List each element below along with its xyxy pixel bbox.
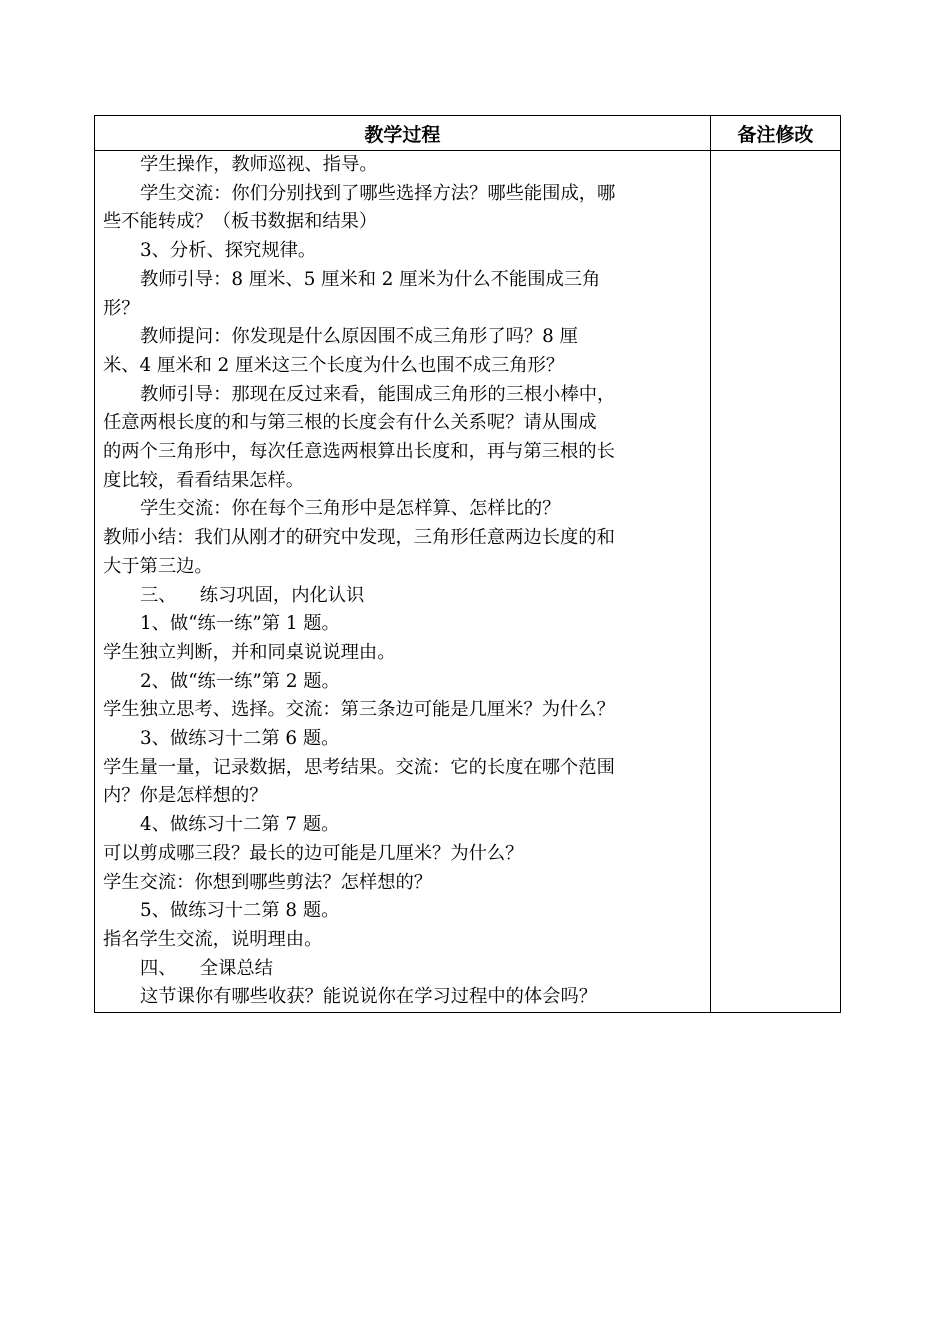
content-line: 学生交流：你们分别找到了哪些选择方法？哪些能围成，哪 — [140, 182, 616, 204]
content-line: 教师引导：8 厘米、5 厘米和 2 厘米为什么不能围成三角 — [140, 268, 601, 290]
header-notes: 备注修改 — [710, 116, 840, 151]
content-line: 教师提问：你发现是什么原因围不成三角形了吗？8 厘 — [140, 326, 578, 348]
content-line: 内？你是怎样想的？ — [103, 785, 268, 807]
content-line: 四、 全课总结 — [140, 957, 273, 979]
content-line: 3、做练习十二第 6 题。 — [140, 728, 340, 750]
content-line: 的两个三角形中，每次任意选两根算出长度和，再与第三根的长 — [103, 441, 615, 463]
content-line: 学生独立思考、选择。交流：第三条边可能是几厘米？为什么？ — [103, 699, 615, 721]
content-line: 学生交流：你想到哪些剪法？怎样想的？ — [103, 871, 433, 893]
content-line: 学生独立判断，并和同桌说说理由。 — [103, 641, 396, 663]
header-teaching-process: 教学过程 — [95, 116, 711, 151]
content-line: 教师小结：我们从刚才的研究中发现，三角形任意两边长度的和 — [103, 527, 615, 549]
content-line: 可以剪成哪三段？最长的边可能是几厘米？为什么？ — [103, 842, 524, 864]
content-line: 教师引导：那现在反过来看，能围成三角形的三根小棒中， — [140, 383, 616, 405]
content-line: 些不能转成？（板书数据和结果） — [103, 211, 378, 233]
content-line: 学生交流：你在每个三角形中是怎样算、怎样比的？ — [140, 498, 561, 520]
content-line: 5、做练习十二第 8 题。 — [140, 900, 340, 922]
content-line: 米、4 厘米和 2 厘米这三个长度为什么也围不成三角形？ — [103, 354, 565, 376]
content-line: 三、 练习巩固，内化认识 — [140, 584, 365, 606]
content-line: 形？ — [103, 297, 140, 319]
teaching-process-cell — [95, 151, 711, 1013]
content-line: 指名学生交流，说明理由。 — [103, 928, 323, 950]
content-line: 学生量一量，记录数据，思考结果。交流：它的长度在哪个范围 — [103, 756, 615, 778]
content-line: 2、做“练一练”第 2 题。 — [140, 670, 340, 692]
content-lines — [103, 151, 704, 1012]
notes-cell — [710, 151, 840, 1013]
table-content-row — [95, 151, 841, 1013]
table-header-row — [95, 116, 841, 151]
content-line: 任意两根长度的和与第三根的长度会有什么关系呢？请从围成 — [103, 412, 597, 434]
content-line: 大于第三边。 — [103, 555, 213, 577]
content-line: 1、做“练一练”第 1 题。 — [140, 613, 340, 635]
lesson-plan-table — [94, 115, 841, 1013]
content-line: 3、分析、探究规律。 — [140, 240, 317, 262]
content-line: 这节课你有哪些收获？能说说你在学习过程中的体会吗？ — [140, 986, 598, 1008]
content-line: 度比较，看看结果怎样。 — [103, 469, 305, 491]
content-line: 4、做练习十二第 7 题。 — [140, 814, 340, 836]
content-line: 学生操作，教师巡视、指导。 — [140, 154, 378, 175]
